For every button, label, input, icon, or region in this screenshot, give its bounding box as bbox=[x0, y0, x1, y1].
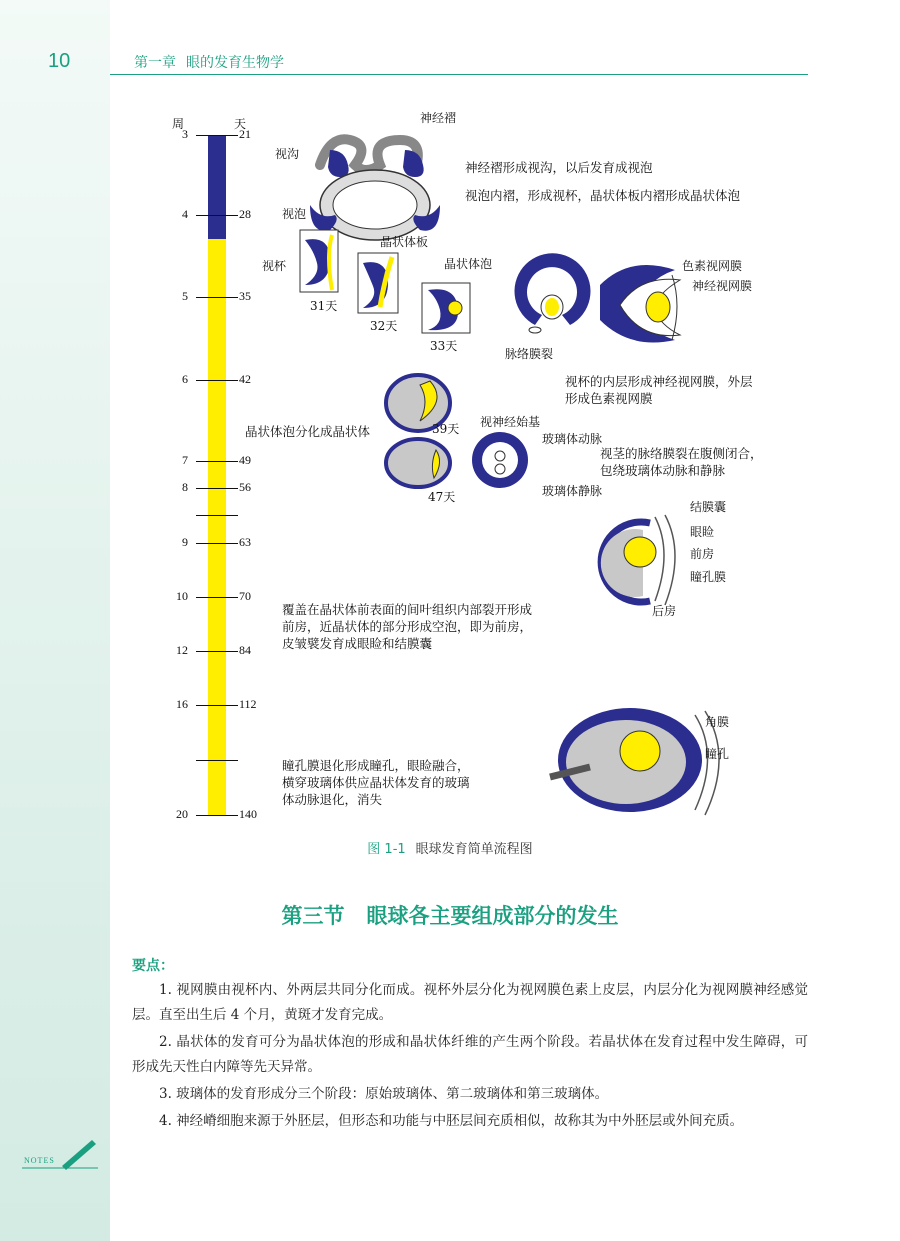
notes-label: NOTES bbox=[24, 1156, 55, 1165]
day-tick-label: 21 bbox=[239, 127, 251, 141]
week-tick-label: 8 bbox=[182, 480, 188, 494]
label-conjunctival-sac: 结膜囊 bbox=[690, 500, 727, 514]
day-tick-label: 70 bbox=[239, 589, 251, 603]
label-anterior-chamber: 前房 bbox=[690, 547, 715, 561]
key-point-item: 3. 玻璃体的发育形成分三个阶段：原始玻璃体、第二玻璃体和第三玻璃体。 bbox=[159, 1086, 609, 1102]
day-tick-label: 42 bbox=[239, 372, 251, 386]
mature-eye-drawing bbox=[550, 708, 719, 815]
section-title: 眼球各主要组成部分的发生 bbox=[366, 904, 619, 928]
label-cornea: 角膜 bbox=[705, 715, 730, 729]
week-axis-label: 周 bbox=[172, 117, 185, 131]
day-tick-label: 35 bbox=[239, 289, 251, 303]
figure-caption bbox=[0, 838, 900, 857]
week-tick-label: 9 bbox=[182, 535, 188, 549]
label-hyaloid-artery: 玻璃体动脉 bbox=[542, 432, 603, 446]
label-choroid-fissure: 脉络膜裂 bbox=[505, 347, 554, 361]
label-day-39: 39天 bbox=[432, 422, 460, 436]
week-tick-label: 7 bbox=[182, 453, 188, 467]
key-points-heading: 要点： bbox=[132, 958, 174, 974]
notes-logo bbox=[22, 1136, 102, 1172]
label-optic-cup: 视杯 bbox=[262, 259, 287, 273]
day-tick-label: 112 bbox=[239, 697, 257, 711]
label-day-47: 47天 bbox=[428, 490, 456, 504]
day-tick-label: 63 bbox=[239, 535, 251, 549]
label-optic-nerve-primordium: 视神经始基 bbox=[480, 415, 541, 429]
label-lens-vesicle: 晶状体泡 bbox=[444, 257, 493, 271]
label-optic-vesicle: 视泡 bbox=[282, 207, 307, 221]
label-lens-placode: 晶状体板 bbox=[380, 235, 429, 249]
lens-47-drawing bbox=[386, 439, 450, 487]
label-optic-groove: 视沟 bbox=[275, 147, 300, 161]
key-point-item: 1. 视网膜由视杯内、外两层共同分化而成。视杯外层分化为视网膜色素上皮层，内层分化为视网膜神经感觉层。直至出生后 4 个月，黄斑才发育完成。 bbox=[132, 982, 808, 1023]
week-tick-label: 6 bbox=[182, 372, 188, 386]
day-tick-label: 56 bbox=[239, 480, 251, 494]
label-neural-retina: 神经视网膜 bbox=[692, 279, 753, 293]
figure-caption-number: 图 1-1 bbox=[367, 842, 406, 857]
desc-retina: 视杯的内层形成神经视网膜，外层 形成色素视网膜 bbox=[565, 374, 753, 406]
pen-icon bbox=[22, 1136, 102, 1172]
desc-optic-stalk: 视茎的脉络膜裂在腹侧闭合， 包绕玻璃体动脉和静脉 bbox=[600, 446, 763, 478]
label-day-33: 33天 bbox=[430, 339, 458, 353]
week-tick-label: 4 bbox=[182, 207, 188, 221]
label-pupil: 瞳孔 bbox=[705, 747, 730, 761]
week-tick-label: 20 bbox=[176, 807, 188, 821]
day-tick-label: 28 bbox=[239, 207, 251, 221]
label-day-31: 31天 bbox=[310, 299, 338, 313]
desc-pupil: 瞳孔膜退化形成瞳孔，眼睑融合， 横穿玻璃体供应晶状体发育的玻璃 体动脉退化，消失 bbox=[282, 758, 470, 807]
label-posterior-chamber: 后房 bbox=[652, 604, 677, 618]
optic-nerve-drawing bbox=[472, 432, 528, 488]
optic-cup-32-drawing bbox=[358, 253, 398, 313]
label-eyelid: 眼睑 bbox=[690, 525, 715, 539]
week-tick-label: 12 bbox=[176, 643, 188, 657]
desc-lens: 晶状体泡分化成晶状体 bbox=[245, 424, 371, 439]
label-hyaloid-vein: 玻璃体静脉 bbox=[542, 484, 603, 498]
chapter-header bbox=[134, 52, 284, 72]
chapter-label: 第一章 bbox=[134, 55, 176, 71]
label-neural-fold: 神经褶 bbox=[420, 111, 457, 125]
day-tick-label: 49 bbox=[239, 453, 251, 467]
day-tick-label: 84 bbox=[239, 643, 251, 657]
week-tick-label: 10 bbox=[176, 589, 188, 603]
week-tick-label: 3 bbox=[182, 127, 188, 141]
label-day-32: 32天 bbox=[370, 319, 398, 333]
optic-cup-33-drawing bbox=[422, 283, 470, 333]
section-heading bbox=[0, 900, 900, 930]
choroid-fissure-drawing bbox=[515, 253, 591, 333]
key-point-item: 4. 神经嵴细胞来源于外胚层，但形态和功能与中胚层间充质相似，故称其为中外胚层或外间充质。 bbox=[159, 1113, 744, 1129]
key-points-list bbox=[132, 978, 808, 1136]
label-pupillary-membrane: 瞳孔膜 bbox=[690, 570, 727, 584]
header-rule bbox=[110, 74, 808, 75]
key-point-item: 2. 晶状体的发育可分为晶状体泡的形成和晶状体纤维的产生两个阶段。若晶状体在发育过程中发生障碍，可形成先天性白内障等先天异常。 bbox=[132, 1034, 808, 1075]
desc-optic-cup: 视泡内褶，形成视杯，晶状体板内褶形成晶状体泡 bbox=[465, 188, 741, 203]
side-margin-band bbox=[0, 0, 110, 1241]
day-axis-label: 天 bbox=[234, 117, 247, 131]
label-pigment-retina: 色素视网膜 bbox=[682, 259, 743, 273]
chapter-title: 眼的发育生物学 bbox=[186, 55, 284, 71]
eye-development-figure bbox=[160, 105, 800, 835]
eyelid-stage-drawing bbox=[601, 515, 675, 605]
week-tick-label: 16 bbox=[176, 697, 188, 711]
page-number: 10 bbox=[48, 50, 71, 72]
day-tick-label: 140 bbox=[239, 807, 257, 821]
desc-neural-fold: 神经褶形成视沟，以后发育成视泡 bbox=[465, 160, 653, 175]
section-number: 第三节 bbox=[281, 904, 345, 928]
desc-anterior-chamber: 覆盖在晶状体前表面的间叶组织内部裂开形成 前房，近晶状体的部分形成空泡，即为前房， 皮皱襞发育成眼睑和结膜囊 bbox=[282, 602, 533, 651]
figure-caption-text: 眼球发育简单流程图 bbox=[415, 842, 533, 857]
retina-layers-drawing bbox=[600, 265, 680, 343]
optic-cup-31-drawing bbox=[300, 230, 338, 292]
week-tick-label: 5 bbox=[182, 289, 188, 303]
